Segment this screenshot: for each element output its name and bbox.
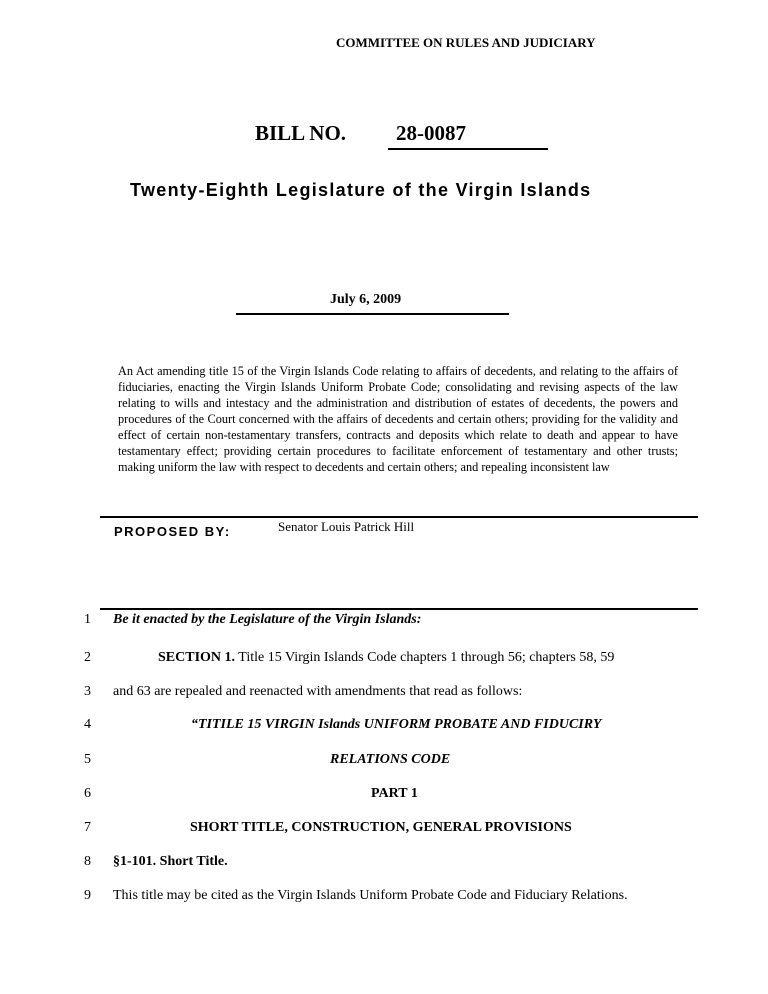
line-number: 4 [84,717,91,732]
line-number: 6 [84,786,91,801]
line-number: 5 [84,752,91,767]
date-underline [236,313,509,315]
proposed-top-rule [100,516,698,518]
legislature-title: Twenty-Eighth Legislature of the Virgin Islands [130,180,592,200]
section-heading: §1-101. Short Title. [113,854,228,869]
bill-date: July 6, 2009 [330,292,402,307]
bill-abstract: An Act amending title 15 of the Virgin Islands Code relating to affairs of decedents, and relating to the affairs of fiduciaries, enacting the Virgin Islands Uniform Probate Code; consolidating and revising aspects of the law relating to wills and intestacy and the administration and distribution of estates of decedents, the powers and procedures of the Court concerned with the affairs of decedents and certain others; providing for the validity and effect of certain non-testamentary transfers, contracts and deposits which relate to death and appear to have testamentary effect; providing certain procedures to facilitate enforcement of testamentary and other trusts; making uniform the law with respect to decedents and certain others; and repealing inconsistent law [118,364,678,474]
section-1-text [158,650,614,666]
bill-label: BILL NO. [255,121,347,145]
section-1-label: SECTION 1. [158,650,236,665]
line-number: 8 [84,854,91,869]
bill-number: 28-0087 [396,121,466,145]
line-number: 2 [84,650,91,665]
sponsor-name: Senator Louis Patrick Hill [278,519,415,534]
line-number: 1 [84,612,91,627]
enacting-clause: Be it enacted by the Legislature of the Virgin Islands: [113,612,422,627]
proposed-bottom-rule [100,608,698,610]
section-body: This title may be cited as the Virgin Islands Uniform Probate Code and Fiduciary Relations. [113,888,628,903]
bill-number-underline [388,148,548,150]
line-number: 3 [84,684,91,699]
section-1-continuation: and 63 are repealed and reenacted with amendments that read as follows: [113,684,523,699]
title-heading-continuation: RELATIONS CODE [330,752,451,767]
section-1-body: Title 15 Virgin Islands Code chapters 1 through 56; chapters 58, 59 [235,650,615,665]
part-title: SHORT TITLE, CONSTRUCTION, GENERAL PROVISIONS [190,820,572,835]
committee-heading: COMMITTEE ON RULES AND JUDICIARY [336,35,596,50]
line-number: 9 [84,888,91,903]
proposed-by-label: PROPOSED BY: [114,524,231,539]
title-heading: “TITILE 15 VIRGIN Islands UNIFORM PROBATE AND FIDUCIRY [191,717,602,732]
line-number: 7 [84,820,91,835]
part-heading: PART 1 [371,786,418,801]
